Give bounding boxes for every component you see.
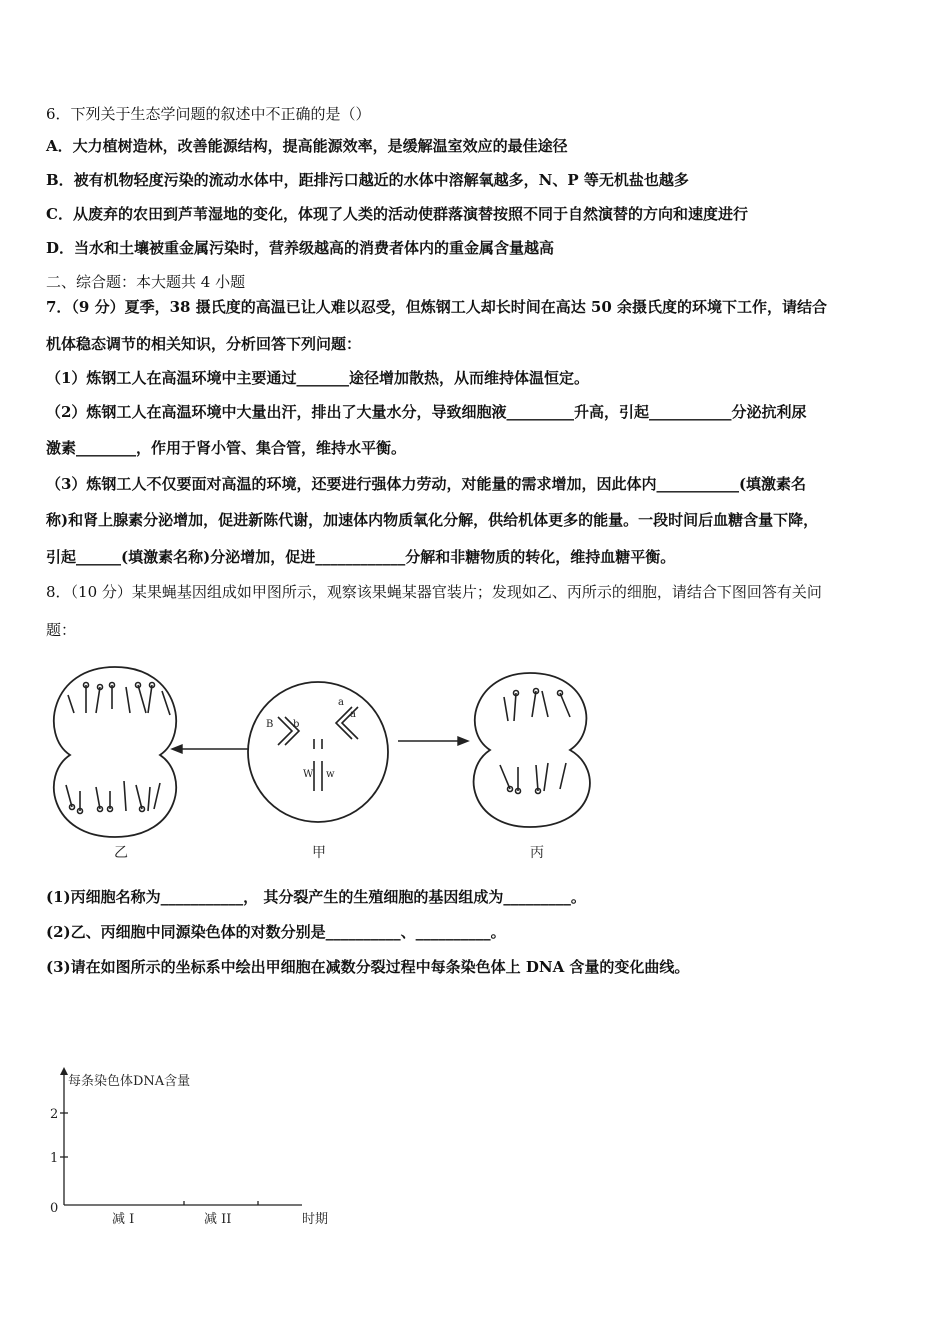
- y-tick-1: 1: [50, 1151, 59, 1166]
- q7-part-3b: 称)和肾上腺素分泌增加，促进新陈代谢，加速体内物质氧化分解，供给机体更多的能量。一段时间后血糖含量下降，: [46, 511, 819, 529]
- yi-chromosomes: [66, 683, 170, 814]
- x-tick-meiosis-2: 减 II: [204, 1212, 232, 1227]
- y-axis-label: 每条染色体DNA含量: [68, 1074, 191, 1089]
- cell-jia-outline: [248, 682, 388, 822]
- cell-division-figure: [0, 655, 950, 875]
- gene-label-B: B: [266, 719, 274, 730]
- y-tick-2: 2: [50, 1107, 59, 1122]
- x-tick-meiosis-1: 减 I: [112, 1212, 135, 1227]
- q8-line-1: 8．（10 分）某果蝇基因组成如甲图所示，观察该果蝇某器官装片；发现如乙、丙所示的细胞，请结合下图回答有关问: [46, 583, 822, 601]
- cell-bing-outline: [474, 673, 590, 827]
- q6-option-b: B．被有机物轻度污染的流动水体中，距排污口越近的水体中溶解氧越多，N、P 等无机盐也越多: [46, 171, 689, 189]
- q6-option-a: A．大力植树造林，改善能源结构，提高能源效率，是缓解温室效应的最佳途径: [46, 137, 568, 155]
- q8-part-2: (2)乙、丙细胞中同源染色体的对数分别是__________、__________。: [46, 923, 506, 941]
- q8-line-2: 题：: [46, 621, 77, 639]
- cell-label-bing: 丙: [530, 845, 544, 861]
- q8-part-3: (3)请在如图所示的坐标系中绘出甲细胞在减数分裂过程中每条染色体上 DNA 含量的变化曲线。: [46, 958, 690, 976]
- gene-label-b: b: [293, 719, 300, 730]
- q7-part-2b: 激素________，作用于肾小管、集合管，维持水平衡。: [46, 439, 407, 457]
- gene-label-a1: a: [338, 697, 344, 708]
- q7-part-1: （1）炼钢工人在高温环境中主要通过_______途径增加散热，从而维持体温恒定。: [46, 369, 589, 387]
- gene-label-w: w: [326, 769, 335, 780]
- q7-line-1: 7．（9 分）夏季，38 摄氏度的高温已让人难以忍受，但炼钢工人却长时间在高达 50 余摄氏度的环境下工作，请结合: [46, 298, 828, 316]
- gene-label-W: W: [303, 769, 314, 780]
- section-heading: 二、综合题：本大题共 4 小题: [46, 273, 246, 291]
- gene-label-a2: a: [350, 709, 356, 720]
- q7-part-3c: 引起______(填激素名称)分泌增加，促进____________分解和非糖物质的转化，维持血糖平衡。: [46, 548, 676, 566]
- q6-option-d: D．当水和土壤被重金属污染时，营养级越高的消费者体内的重金属含量越高: [46, 239, 555, 257]
- q6-option-c: C．从废弃的农田到芦苇湿地的变化，体现了人类的活动使群落演替按照不同于自然演替的方向和速度进行: [46, 205, 748, 223]
- bing-chromosomes: [500, 689, 570, 794]
- q7-line-2: 机体稳态调节的相关知识，分析回答下列问题：: [46, 335, 362, 353]
- q6-stem: 6．下列关于生态学问题的叙述中不正确的是（）: [46, 105, 371, 123]
- cell-label-yi: 乙: [114, 845, 128, 861]
- y-tick-0: 0: [50, 1201, 59, 1216]
- q7-part-3a: （3）炼钢工人不仅要面对高温的环境，还要进行强体力劳动，对能量的需求增加，因此体内___________(填激素名: [46, 475, 807, 493]
- q8-part-1: (1)丙细胞名称为___________， 其分裂产生的生殖细胞的基因组成为_________。: [46, 888, 586, 906]
- cell-label-jia: 甲: [312, 845, 326, 861]
- x-axis-label: 时期: [302, 1212, 329, 1227]
- q7-part-2a: （2）炼钢工人在高温环境中大量出汗，排出了大量水分，导致细胞液_________升高，引起___________分泌抗利尿: [46, 403, 807, 421]
- cell-yi-outline: [54, 667, 176, 837]
- jia-chromosomes: [278, 707, 358, 791]
- dna-axes: [40, 1065, 380, 1245]
